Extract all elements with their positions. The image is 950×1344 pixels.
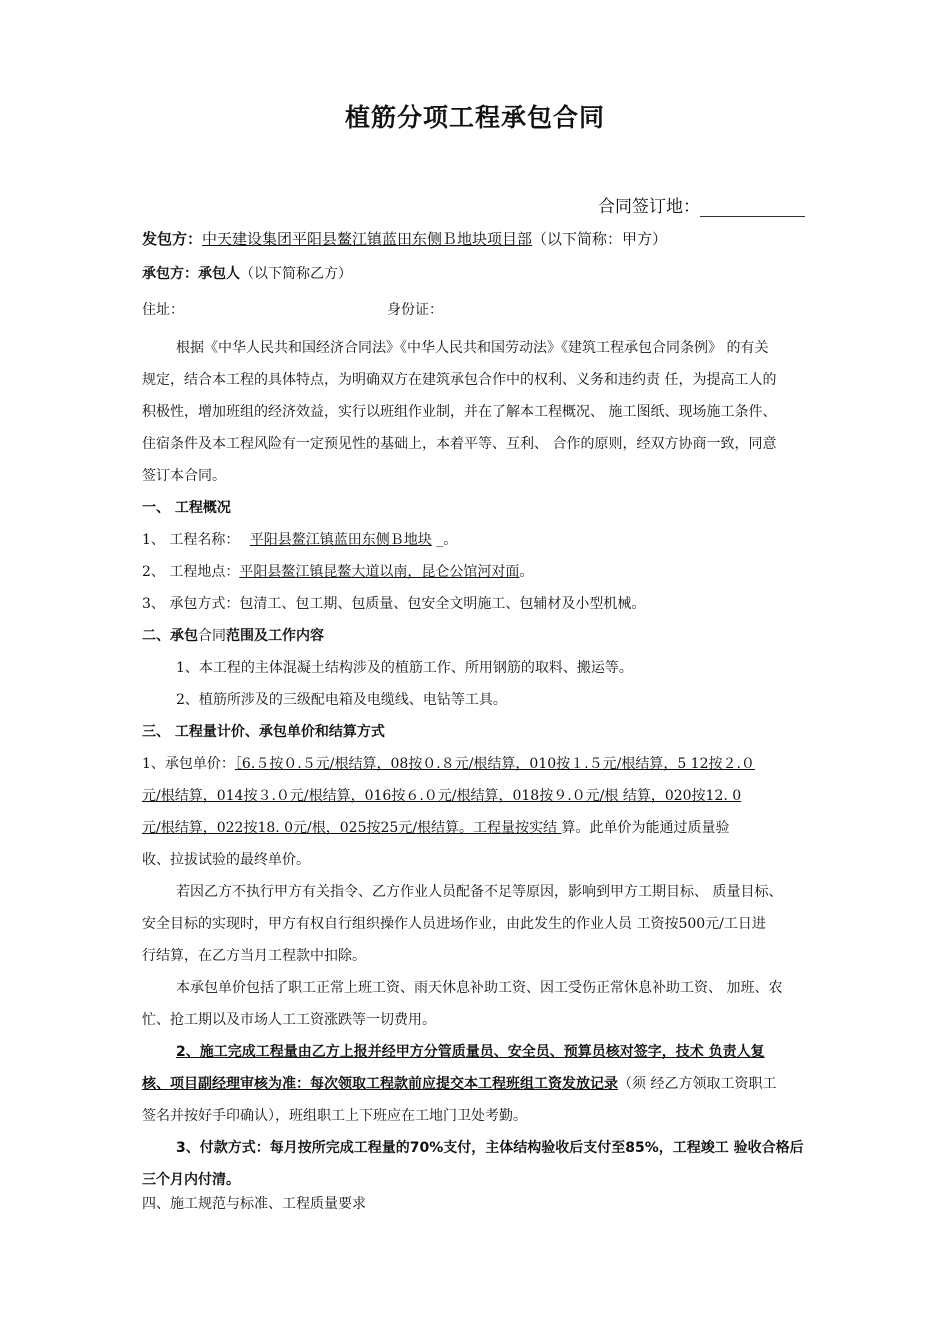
project-name-line xyxy=(142,530,832,550)
section-2-heading-c: 范围及工作内容 xyxy=(226,628,324,644)
price-scope-line-1: 本承包单价包括了职工正常上班工资、雨天休息补助工资、因工受伤正常休息补助工资、 加班、农 xyxy=(176,980,783,996)
unit-price-line-2: 元/根结算，014按３.０元/根结算，016按６.０元/根结算，018按９.０元/根 结算，020按12. 0 xyxy=(142,788,742,804)
scope-item-1: 1、本工程的主体混凝土结构涉及的植筋工作、所用钢筋的取料、搬运等。 xyxy=(176,660,633,676)
party-a-suffix: （以下简称：甲方） xyxy=(532,230,668,248)
unit-price-label: 1、承包单价： xyxy=(142,756,235,772)
party-a-name: 中天建设集团平阳县鳌江镇蓝田东侧Ｂ地块项目部 xyxy=(202,230,533,248)
quantity-item-text-2: 核、项目副经理审核为准：每次领取工程款前应提交本工程班组工资发放记录 xyxy=(142,1076,618,1092)
section-1-heading: 一、 工程概况 xyxy=(142,500,231,516)
section-2-heading xyxy=(142,626,832,646)
section-2-heading-a: 二、承包 xyxy=(142,628,198,644)
payment-line-2: 三个月内付清。 xyxy=(142,1172,240,1188)
unit-price-line-3 xyxy=(142,818,832,838)
project-place-label: 2、 工程地点： xyxy=(142,564,240,580)
penalty-line-2: 安全目标的实现时，甲方有权自行组织操作人员进场作业，由此发生的作业人员 工资按500元/工日进 xyxy=(142,916,766,932)
quantity-item-line-1: 2、施工完成工程量由乙方上报并经甲方分管质量员、安全员、预算员核对签字，技术 负责人复 xyxy=(176,1044,765,1060)
sign-place-label: 合同签订地： xyxy=(598,197,700,217)
payment-line-1: 3、付款方式：每月按所完成工程量的70%支付，主体结构验收后支付至85%，工程竣工 验收合格后 xyxy=(176,1140,804,1156)
address-label: 住址： xyxy=(142,302,184,318)
id-label: 身份证： xyxy=(387,302,443,318)
preamble-line-5: 签订本合同。 xyxy=(142,468,226,484)
unit-price-tail-3: 算。此单价为能通过质量验 xyxy=(561,820,730,836)
quantity-item-line-3: 签名并按好手印确认），班组职工上下班应在工地门卫处考勤。 xyxy=(142,1108,527,1124)
project-name-value: 平阳县鳌江镇蓝田东侧Ｂ地块 xyxy=(249,532,432,548)
address-id-line xyxy=(142,300,832,320)
unit-price-line-4: 收、拉拔试验的最终单价。 xyxy=(142,852,310,868)
project-place-value: 平阳县鳌江镇昆鳌大道以南，昆仑公馆河对面 xyxy=(239,564,520,580)
unit-price-text-1: ［6.５按０.５元/根结算，08按０.８元/根结算，010按１.５元/根结算，5 12按２.０ xyxy=(234,756,755,772)
contract-mode-line: 3、 承包方式：包清工、包工期、包质量、包安全文明施工、包辅材及小型机械。 xyxy=(142,596,646,612)
unit-price-text-3: 元/根结算，022按18. 0元/根，025按25元/根结算。工程量按实结 xyxy=(142,820,562,836)
party-a-line xyxy=(142,229,832,249)
penalty-line-3: 行结算，在乙方当月工程款中扣除。 xyxy=(142,948,366,964)
quantity-item-tail-2: （须 经乙方领取工资职工 xyxy=(618,1076,777,1092)
unit-price-line-1 xyxy=(142,754,832,774)
preamble-line-2: 规定，结合本工程的具体特点，为明确双方在建筑承包合作中的权利、义务和违约责 任，为提高工人的 xyxy=(142,372,777,388)
section-2-heading-b: 合同 xyxy=(198,628,226,644)
preamble-line-1: 根据《中华人民共和国经济合同法》《中华人民共和国劳动法》《建筑工程承包合同条例》 的有关 xyxy=(176,340,769,356)
project-place-line xyxy=(142,562,832,582)
penalty-line-1: 若因乙方不执行甲方有关指令、乙方作业人员配备不足等原因，影响到甲方工期目标、 质量目标、 xyxy=(176,884,783,900)
party-a-label: 发包方： xyxy=(142,230,203,248)
sign-place xyxy=(598,192,805,217)
project-name-label: 1、 工程名称： xyxy=(142,532,240,548)
project-name-tail: _。 xyxy=(431,532,458,548)
party-b-line xyxy=(142,264,832,284)
preamble-line-4: 住宿条件及本工程风险有一定预见性的基础上，本着平等、互利、 合作的原则，经双方协商一致，同意 xyxy=(142,436,777,452)
project-place-tail: 。 xyxy=(519,564,534,580)
preamble-line-3: 积极性，增加班组的经济效益，实行以班组作业制，并在了解本工程概况、 施工图纸、现场施工条件、 xyxy=(142,404,777,420)
price-scope-line-2: 忙、抢工期以及市场人工工资涨跌等一切费用。 xyxy=(142,1012,436,1028)
scope-item-2: 2、植筋所涉及的三级配电箱及电缆线、电钻等工具。 xyxy=(176,692,507,708)
section-4-heading: 四、施工规范与标准、工程质量要求 xyxy=(142,1196,366,1212)
document-title: 植筋分项工程承包合同 xyxy=(344,103,605,132)
quantity-item-line-2 xyxy=(142,1074,832,1094)
party-b-label: 承包方：承包人 xyxy=(142,266,240,282)
sign-place-blank xyxy=(700,198,805,217)
section-3-heading: 三、 工程量计价、承包单价和结算方式 xyxy=(142,724,385,740)
party-b-suffix: （以下简称乙方） xyxy=(240,266,352,282)
